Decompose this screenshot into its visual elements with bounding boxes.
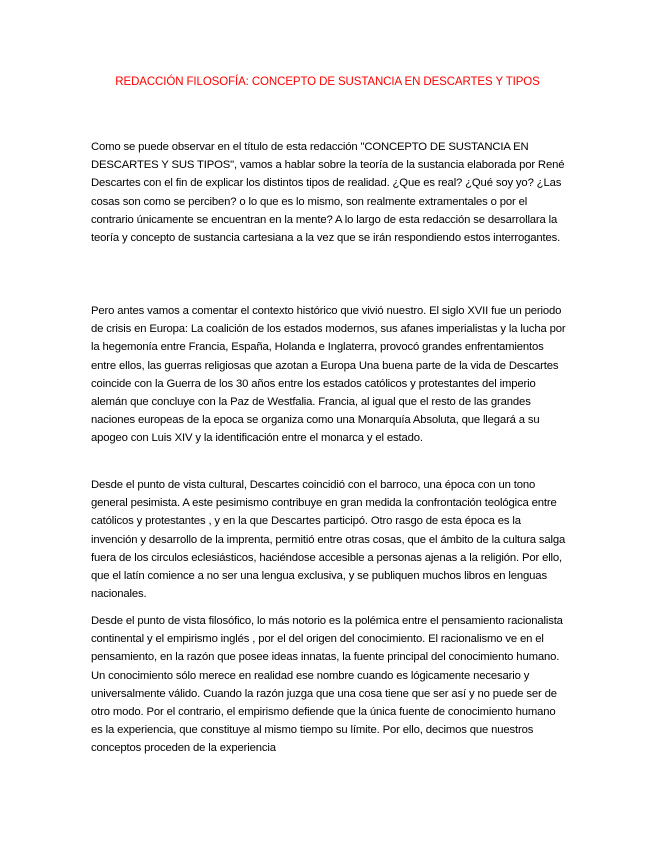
document-title: REDACCIÓN FILOSOFÍA: CONCEPTO DE SUSTANCIA EN DESCARTES Y TIPOS bbox=[115, 76, 540, 88]
paragraph-historical-context: Pero antes vamos a comentar el contexto histórico que vivió nuestro. El siglo XVII fue un periodo de crisis en Europa: La coalición de los estados modernos, sus afanes imperialistas y la lucha por la hegemonía entre Francia, España, Holanda e Inglaterra, provocó grandes enfrentamientos entre ellos, las guerras religiosas que azotan a Europa Una buena parte de la vida de Descartes coincide con la Guerra de los 30 años entre los estados católicos y protestantes del imperio alemán que concluye con la Paz de Westfalia. Francia, al igual que el resto de las grandes naciones europeas de la epoca se organiza como una Monarquía Absoluta, que llegará a su apogeo con Luis XIV y la identificación entre el monarca y el estado. bbox=[91, 305, 566, 445]
paragraph-cultural-context: Desde el punto de vista cultural, Descartes coincidió con el barroco, una época con un tono general pesimista. A este pesimismo contribuye en gran medida la confrontación teológica entre católicos y protestantes , y en la que Descartes participó. Otro rasgo de esta época es la invención y desarrollo de la imprenta, permitió entre otras cosas, que el ámbito de la cultura salga fuera de los circulos eclesiásticos, haciéndose accesible a personas ajenas a la religión. Por ello, que el latín comience a no ser una lengua exclusiva, y se publiquen muchos libros en lenguas nacionales. bbox=[91, 479, 566, 601]
paragraph-philosophical-context: Desde el punto de vista filosófico, lo más notorio es la polémica entre el pensamiento racionalista continental y el empirismo inglés , por el del origen del conocimiento. El racionalismo ve en el pensamiento, en la razón que posee ideas innatas, la fuente principal del conocimiento humano. Un conocimiento sólo merece en realidad ese nombre cuando es lógicamente necesario y universalmente válido. Cuando la razón juzga que una cosa tiene que ser así y no puede ser de otro modo. Por el contrario, el empirismo defiende que la única fuente de conocimiento humano es la experiencia, que constituye al mismo tiempo su límite. Por ello, decimos que nuestros conceptos proceden de la experiencia bbox=[91, 615, 563, 755]
paragraph-introduction: Como se puede observar en el título de esta redacción "CONCEPTO DE SUSTANCIA EN DESCARTES Y SUS TIPOS", vamos a hablar sobre la teoría de la sustancia elaborada por René Descartes con el fin de explicar los distintos tipos de realidad. ¿Que es real? ¿Qué soy yo? ¿Las cosas son como se perciben? o lo que es lo mismo, son realmente extramentales o por el contrario únicamente se encuentran en la mente? A lo largo de esta redacción se desarrollara la teoría y concepto de sustancia cartesiana a la vez que se irán respondiendo estos interrogantes. bbox=[91, 141, 565, 245]
